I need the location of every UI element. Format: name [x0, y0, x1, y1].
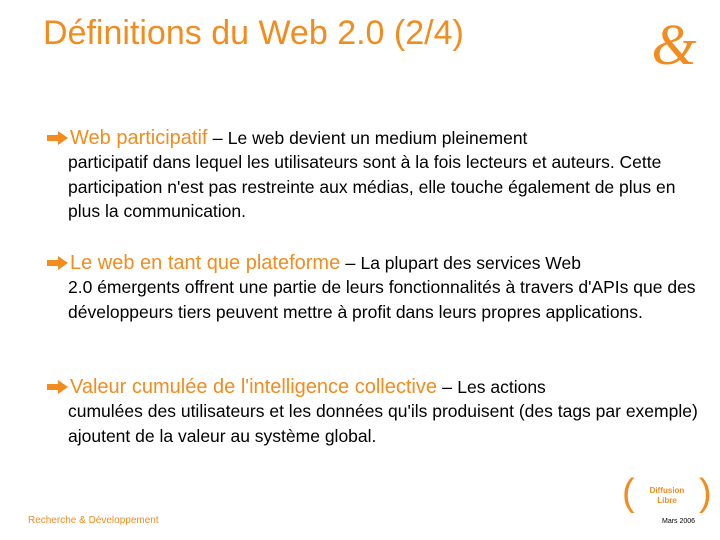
bullet-term: Valeur cumulée de l'intelligence collective [70, 376, 437, 398]
badge-text [638, 486, 696, 506]
right-arrow-icon [46, 255, 70, 271]
bullet-term: Web participatif [70, 127, 208, 149]
badge-line-1: Diffusion [649, 486, 685, 495]
bullet-term: Le web en tant que plateforme [70, 252, 341, 274]
slide-title: Définitions du Web 2.0 (2/4) [43, 14, 464, 52]
bullet-head [46, 127, 706, 149]
bullet-body: participatif dans lequel les utilisateurs sont à la fois lecteurs et auteurs. Cette participation n'est pas restreinte aux médias, elle touche également de plus en plus la communication. [68, 152, 676, 221]
ampersand-logo [650, 14, 698, 68]
bullet-dash: – [212, 128, 223, 148]
bullet-dash: – [442, 377, 453, 397]
bullet-web-participatif [46, 127, 706, 224]
bullet-lead: Le web devient un medium pleinement [227, 128, 528, 148]
badge-left-paren: ( [622, 472, 635, 514]
right-arrow-icon [46, 379, 70, 395]
right-arrow-icon [46, 130, 70, 146]
bullet-lead: Les actions [457, 377, 546, 397]
svg-text:&: & [651, 14, 697, 68]
bullet-intelligence-collective [46, 376, 706, 448]
footer-date: Mars 2006 [662, 518, 696, 525]
bullet-head [46, 252, 706, 274]
bullet-head [46, 376, 706, 398]
bullet-lead: La plupart des services Web [360, 253, 581, 273]
bullet-body: 2.0 émergents offrent une partie de leurs fonctionnalités à travers d'APIs que des développeurs tiers peuvent mettre à profit dans leurs propres applications. [68, 277, 696, 322]
badge-right-paren: ) [699, 472, 712, 514]
bullet-web-plateforme [46, 252, 706, 324]
badge-line-2: Libre [657, 496, 677, 505]
bullet-dash: – [345, 253, 356, 273]
diffusion-libre-badge [622, 472, 712, 515]
footer-department: Recherche & Développement [28, 515, 159, 526]
bullet-body: cumulées des utilisateurs et les données qu'ils produisent (des tags par exemple) ajoutent de la valeur au système global. [68, 401, 698, 446]
